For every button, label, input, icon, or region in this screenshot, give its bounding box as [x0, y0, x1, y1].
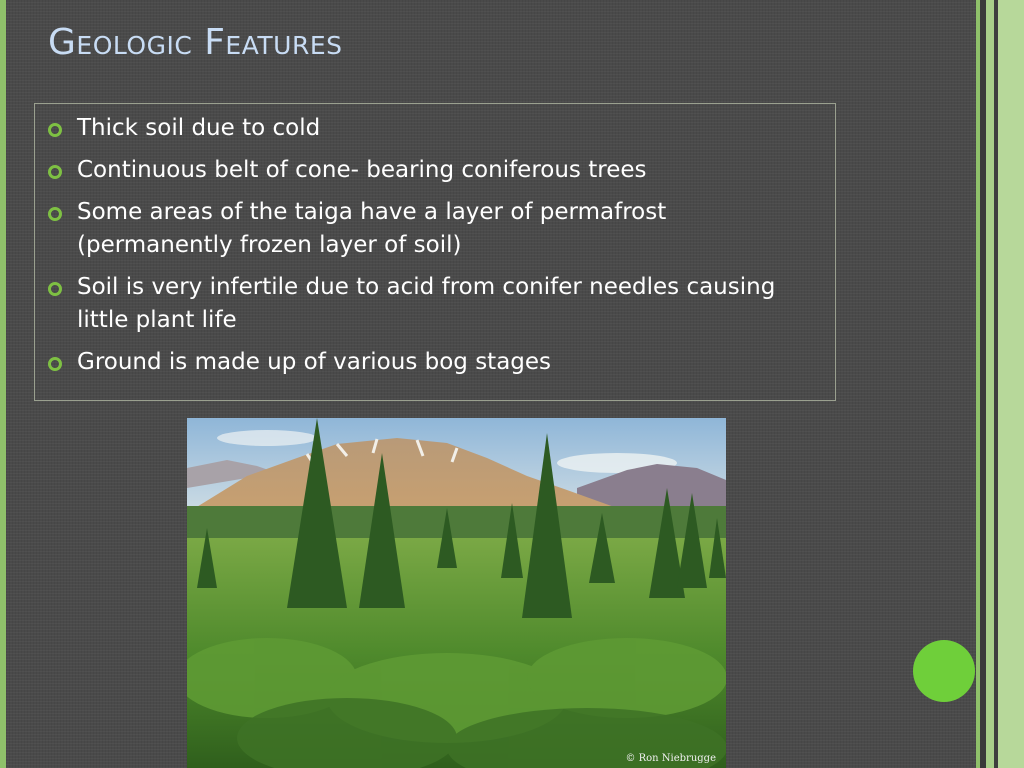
bullet-circle-icon [48, 282, 62, 296]
bullet-text: Ground is made up of various bog stages [77, 349, 552, 375]
taiga-landscape-photo [187, 418, 726, 768]
bullet-text: Some areas of the taiga have a layer of permafrost (permanently frozen layer of soil) [77, 199, 667, 258]
bullet-item [77, 154, 805, 187]
bullet-circle-icon [48, 357, 62, 371]
bullet-item [77, 346, 805, 379]
bullet-item [77, 271, 805, 337]
right-accent-bars [976, 0, 1024, 768]
green-circle-decoration [913, 640, 975, 702]
slide-title: Geologic Features [48, 22, 343, 63]
taiga-landscape-illustration [187, 418, 726, 768]
photo-credit: © Ron Niebrugge [625, 753, 716, 764]
bullet-text: Continuous belt of cone- bearing coniferous trees [77, 157, 647, 183]
bullet-circle-icon [48, 207, 62, 221]
bullet-circle-icon [48, 123, 62, 137]
bullet-list [35, 104, 835, 379]
bullet-item [77, 196, 805, 262]
bullet-circle-icon [48, 165, 62, 179]
left-accent-bar [0, 0, 6, 768]
bullet-content-box [34, 103, 836, 401]
bullet-item [77, 112, 805, 145]
bullet-text: Thick soil due to cold [77, 115, 321, 141]
bullet-text: Soil is very infertile due to acid from conifer needles causing little plant life [77, 274, 776, 333]
